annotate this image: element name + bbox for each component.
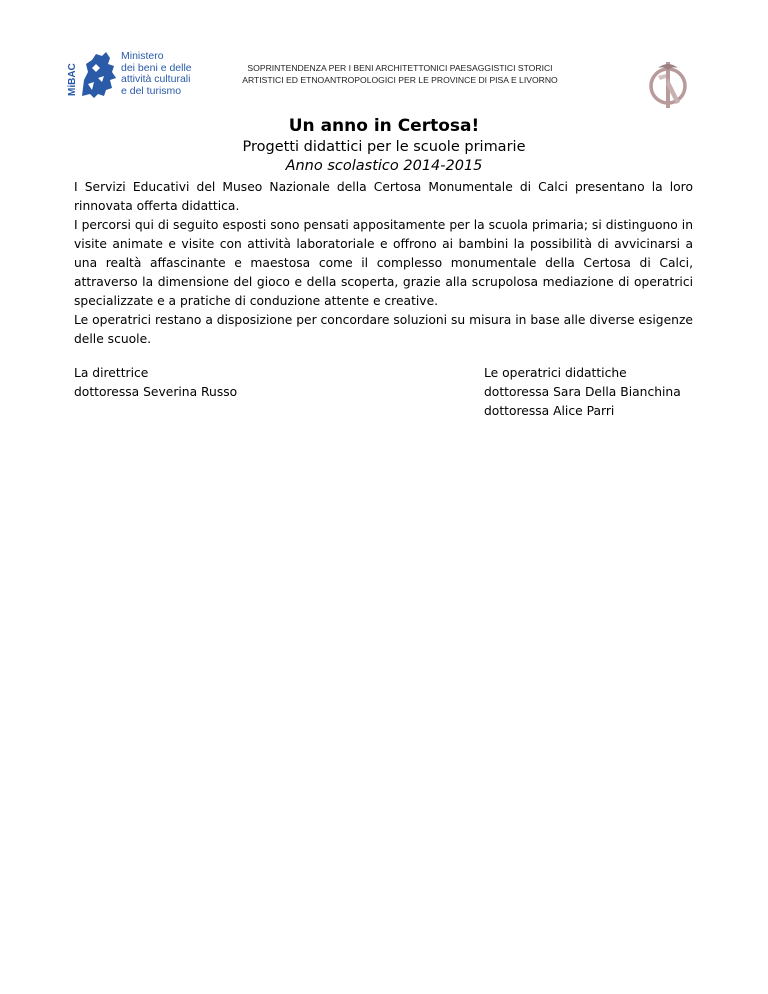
paragraph: Le operatrici restano a disposizione per concordare soluzioni su misura in base alle diverse esigenze delle scuole.	[74, 313, 693, 346]
paragraph: I percorsi qui di seguito esposti sono pensati appositamente per la scuola primaria; si distinguono in visite animate e visite con attività laboratoriale e offrono ai bambini la possibilità di avvicinarsi a una realtà affascinante e maestosa come il complesso monumentale della Certosa di Calci, attraverso la dimensione del gioco e della scoperta, grazie alla scrupolosa mediazione di operatrici specializzate e a pratiche di conduzione attente e creative.	[74, 218, 693, 308]
school-year: Anno scolastico 2014-2015	[285, 158, 483, 174]
institution-line: ARTISTICI ED ETNOANTROPOLOGICI PER LE PROVINCE DI PISA E LIVORNO	[242, 75, 558, 85]
mibac-logo-icon	[66, 50, 120, 102]
ministry-line: dei beni e delle	[121, 61, 192, 74]
mibac-vertical-text: MiBAC	[67, 63, 78, 96]
document-subtitle: Progetti didattici per le scuole primarie	[242, 139, 526, 155]
institution-header	[220, 62, 580, 86]
signature-director	[74, 364, 237, 402]
signature-name: dottoressa Sara Della Bianchina	[484, 385, 681, 399]
signature-name: dottoressa Severina Russo	[74, 385, 238, 399]
ministry-line: attività culturali	[121, 73, 191, 86]
paragraph: I Servizi Educativi del Museo Nazionale della Certosa Monumentale di Calci presentano la loro rinnovata offerta didattica.	[74, 180, 693, 213]
ministry-name	[121, 51, 192, 97]
signature-role: Le operatrici didattiche	[484, 366, 627, 380]
ministry-line: Ministero	[121, 50, 164, 62]
document-title: Un anno in Certosa!	[288, 116, 480, 136]
body-text	[74, 178, 693, 349]
signature-role: La direttrice	[74, 366, 149, 380]
signature-name: dottoressa Alice Parri	[484, 404, 615, 418]
ministry-logo	[66, 50, 196, 102]
certosa-emblem-icon	[644, 58, 694, 110]
institution-line: SOPRINTENDENZA PER I BENI ARCHITETTONICI PAESAGGISTICI STORICI	[247, 63, 553, 73]
signature-operators	[484, 364, 681, 421]
ministry-line: e del turismo	[121, 84, 182, 97]
